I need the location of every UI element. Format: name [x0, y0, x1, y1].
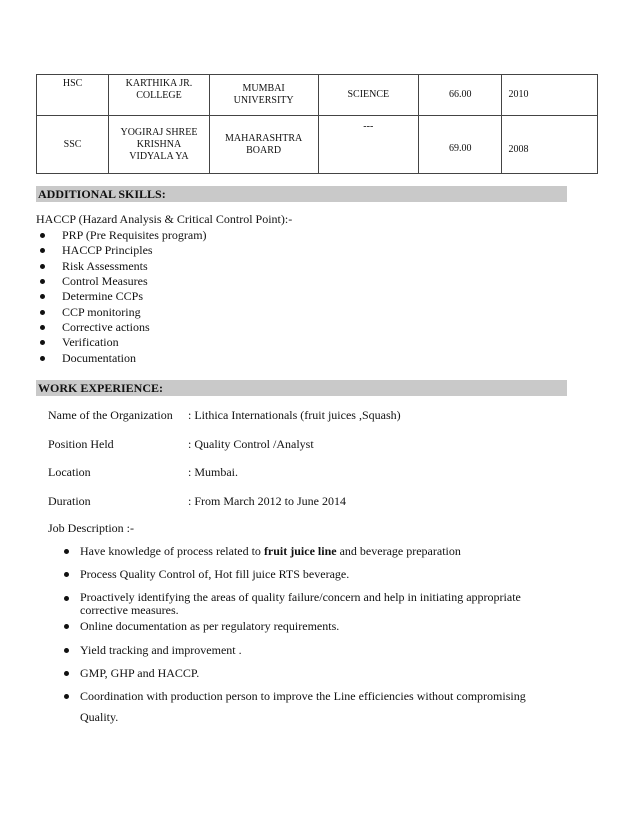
bullet-icon [40, 233, 45, 238]
field-value: : Mumbai. [188, 465, 238, 479]
field-label: Name of the Organization [48, 408, 173, 422]
bullet-icon [40, 356, 45, 361]
bullet-icon [40, 340, 45, 345]
table-row [37, 116, 598, 174]
bullet-icon [64, 572, 69, 577]
bullet-icon [64, 549, 69, 554]
percent-cell: 66.00 [419, 75, 502, 116]
table-row [37, 75, 598, 116]
qualification-cell: SSC [37, 116, 109, 174]
bullet-icon [64, 671, 69, 676]
bullet-icon [64, 596, 69, 601]
board-cell: MAHARASHTRA BOARD [209, 116, 318, 174]
bullet-icon [40, 325, 45, 330]
bullet-icon [40, 279, 45, 284]
field-label: Location [48, 465, 91, 479]
qualification-cell: HSC [37, 75, 109, 116]
percent-cell: 69.00 [419, 116, 502, 174]
field-value: : Lithica Internationals (fruit juices ,Squash) [188, 408, 401, 422]
stream-cell: --- [318, 116, 419, 174]
institute-cell: YOGIRAJ SHREE KRISHNA VIDYALA YA [109, 116, 210, 174]
section-heading-work: WORK EXPERIENCE: [36, 380, 567, 396]
bullet-icon [64, 648, 69, 653]
board-cell: MUMBAI UNIVERSITY [209, 75, 318, 116]
field-label: Duration [48, 494, 91, 508]
field-value: : From March 2012 to June 2014 [188, 494, 346, 508]
bullet-icon [40, 310, 45, 315]
section-heading-skills: ADDITIONAL SKILLS: [36, 186, 567, 202]
education-table [36, 74, 598, 174]
bullet-icon [40, 248, 45, 253]
bullet-icon [64, 624, 69, 629]
year-cell: 2008 [502, 116, 598, 174]
stream-cell: SCIENCE [318, 75, 419, 116]
bullet-icon [40, 264, 45, 269]
bullet-icon [64, 694, 69, 699]
field-value: : Quality Control /Analyst [188, 437, 314, 451]
institute-cell: KARTHIKA JR. COLLEGE [109, 75, 210, 116]
haccp-intro: HACCP (Hazard Analysis & Critical Control Point):- [36, 212, 293, 226]
job-description-label: Job Description :- [48, 521, 134, 535]
year-cell: 2010 [502, 75, 598, 116]
field-label: Position Held [48, 437, 114, 451]
bullet-icon [40, 294, 45, 299]
